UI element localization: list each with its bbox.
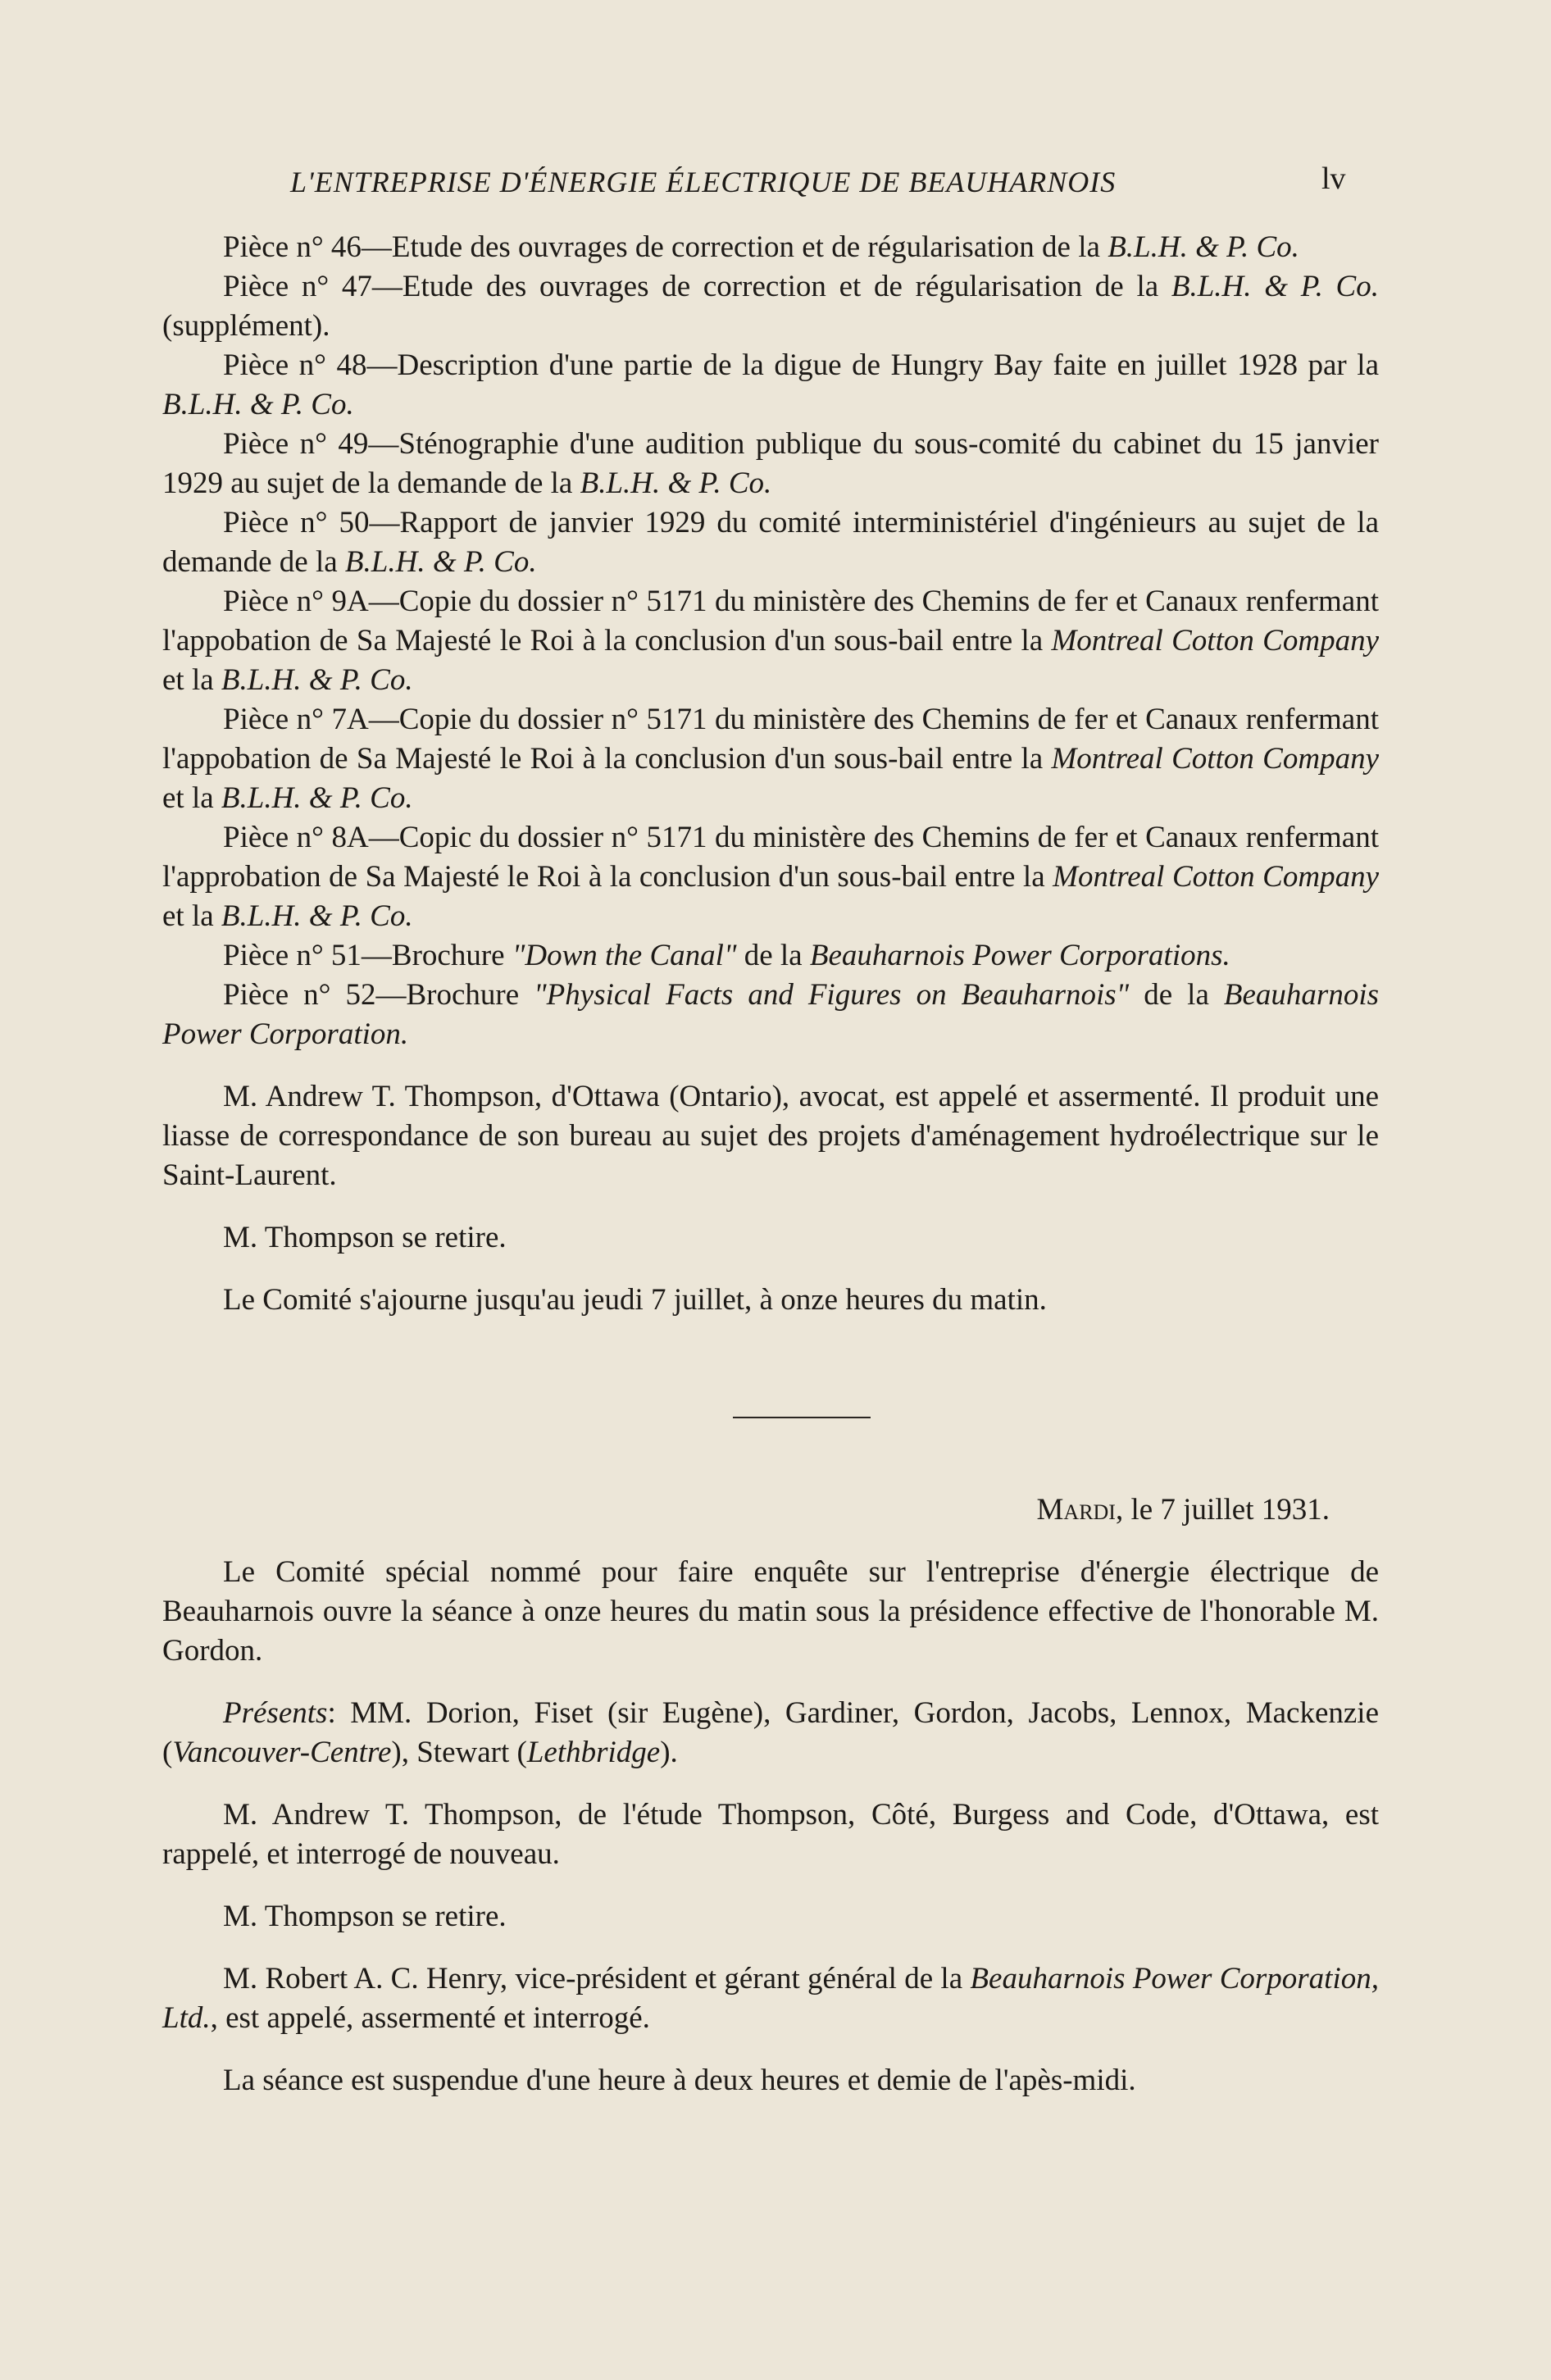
exhibit-text: Pièce n° 46—Etude des ouvrages de correction et de régularisation de la <box>223 230 1108 264</box>
exhibit-italic: B.L.H. & P. Co. <box>1108 230 1299 264</box>
sitting-date-rest: , le 7 juillet 1931. <box>1115 1493 1330 1527</box>
exhibit-italic-2: Beauharnois Power Corporations. <box>809 939 1230 972</box>
retire-paragraph: M. Thompson se retire. <box>223 1900 507 1933</box>
exhibit-text: Pièce n° 51—Brochure <box>223 939 512 972</box>
exhibit-list <box>162 228 1379 1054</box>
recall-paragraph: M. Andrew T. Thompson, de l'étude Thompson, Côté, Burgess and Code, d'Ottawa, est rappelé, et interrogé de nouveau. <box>162 1798 1379 1871</box>
proceedings-day-1 <box>162 1077 1379 1320</box>
exhibit-middle: de la <box>736 939 810 972</box>
exhibit-italic: Montreal Cotton Company <box>1051 624 1380 658</box>
present-text-b: ), Stewart ( <box>391 1736 527 1769</box>
exhibit-middle: et la <box>162 899 221 933</box>
exhibit-text: Pièce n° 50—Rapport de janvier 1929 du comité interministériel d'ingénieurs au sujet de la demande de la <box>162 506 1379 579</box>
exhibit-italic-2: B.L.H. & P. Co. <box>221 781 413 815</box>
exhibit-italic-2: B.L.H. & P. Co. <box>221 899 413 933</box>
exhibit-item <box>162 228 1379 267</box>
exhibit-item <box>162 346 1379 425</box>
exhibit-italic: Montreal Cotton Company <box>1053 860 1379 894</box>
present-riding-1: Vancouver-Centre <box>172 1736 392 1769</box>
present-riding-2: Lethbridge <box>526 1736 661 1769</box>
sitting-date <box>162 1490 1379 1530</box>
exhibit-item <box>162 818 1379 936</box>
exhibit-item <box>162 936 1379 976</box>
attendance-paragraph <box>162 1694 1379 1772</box>
exhibit-italic-2: B.L.H. & P. Co. <box>221 663 413 697</box>
exhibit-italic: B.L.H. & P. Co. <box>580 466 772 500</box>
exhibit-italic-2: Beauharnois Power Corporation. <box>162 978 1380 1051</box>
present-text-c: ). <box>660 1736 678 1769</box>
henry-text-b: , est appelé, assermenté et interrogé. <box>210 2001 650 2035</box>
exhibit-text: Pièce n° 52—Brochure <box>223 978 534 1012</box>
sitting-day: Mardi <box>1036 1493 1116 1527</box>
present-text-a: : MM. Dorion, Fiset (sir Eugène), Gardiner, Gordon, Jacobs, Lennox, Mackenzie ( <box>162 1696 1379 1769</box>
exhibit-text: Pièce n° 7A—Copie du dossier n° 5171 du ministère des Chemins de fer et Canaux renfermant l'appobation de Sa Majesté le Roi à la conclusion d'un sous-bail entre la <box>162 703 1379 776</box>
exhibit-item <box>162 582 1379 700</box>
exhibit-item <box>162 425 1379 503</box>
exhibit-text: Pièce n° 8A—Copic du dossier n° 5171 du ministère des Chemins de fer et Canaux renfermant l'approbation de Sa Majesté le Roi à la conclusion d'un sous-bail entre la <box>162 821 1379 894</box>
exhibit-text: Pièce n° 47—Etude des ouvrages de correction et de régularisation de la <box>223 270 1171 303</box>
exhibit-italic: B.L.H. & P. Co. <box>162 388 354 421</box>
opening-paragraph: Le Comité spécial nommé pour faire enquête sur l'entreprise d'énergie électrique de Beauharnois ouvre la séance à onze heures du matin sous la présidence effective de l'honorable M. Gordon. <box>162 1555 1379 1668</box>
running-header: L'ENTREPRISE D'ÉNERGIE ÉLECTRIQUE DE BEAUHARNOIS <box>290 166 1117 198</box>
exhibit-italic: "Down the Canal" <box>512 939 737 972</box>
exhibit-item <box>162 267 1379 346</box>
exhibit-text: Pièce n° 9A—Copie du dossier n° 5171 du ministère des Chemins de fer et Canaux renfermant l'appobation de Sa Majesté le Roi à la conclusion d'un sous-bail entre la <box>162 585 1379 658</box>
proceedings-day-2 <box>162 1553 1379 2100</box>
section-divider <box>733 1417 871 1418</box>
exhibit-item <box>162 503 1379 582</box>
exhibit-middle: de la <box>1129 978 1224 1012</box>
exhibit-italic: B.L.H. & P. Co. <box>344 545 537 579</box>
henry-paragraph <box>162 1959 1379 2038</box>
henry-company: Beauharnois Power Corporation, Ltd. <box>162 1962 1379 2035</box>
exhibit-italic: Montreal Cotton Company <box>1051 742 1380 776</box>
exhibit-text: Pièce n° 48—Description d'une partie de la digue de Hungry Bay faite en juillet 1928 par la <box>223 348 1379 382</box>
page-body <box>162 228 1379 2100</box>
exhibit-item <box>162 976 1379 1054</box>
exhibit-text: Pièce n° 49—Sténographie d'une audition publique du sous-comité du cabinet du 15 janvier 1929 au sujet de la demande de la <box>162 427 1379 500</box>
present-label: Présents <box>223 1696 328 1730</box>
exhibit-italic: "Physical Facts and Figures on Beauharnois" <box>534 978 1130 1012</box>
exhibit-tail: (supplément). <box>162 309 330 343</box>
witness-retires-paragraph: M. Thompson se retire. <box>223 1221 507 1254</box>
exhibit-middle: et la <box>162 781 221 815</box>
exhibit-item <box>162 700 1379 818</box>
exhibit-middle: et la <box>162 663 221 697</box>
exhibit-italic: B.L.H. & P. Co. <box>1171 270 1379 303</box>
page-number: lv <box>1321 162 1346 196</box>
suspension-paragraph: La séance est suspendue d'une heure à deux heures et demie de l'apès-midi. <box>223 2064 1136 2097</box>
witness-called-paragraph: M. Andrew T. Thompson, d'Ottawa (Ontario), avocat, est appelé et assermenté. Il produit une liasse de correspondance de son bureau au sujet des projets d'aménagement hydroélectrique sur le Saint-Laurent. <box>162 1080 1379 1192</box>
adjournment-paragraph: Le Comité s'ajourne jusqu'au jeudi 7 juillet, à onze heures du matin. <box>223 1283 1047 1317</box>
henry-text-a: M. Robert A. C. Henry, vice-président et gérant général de la <box>223 1962 971 1995</box>
